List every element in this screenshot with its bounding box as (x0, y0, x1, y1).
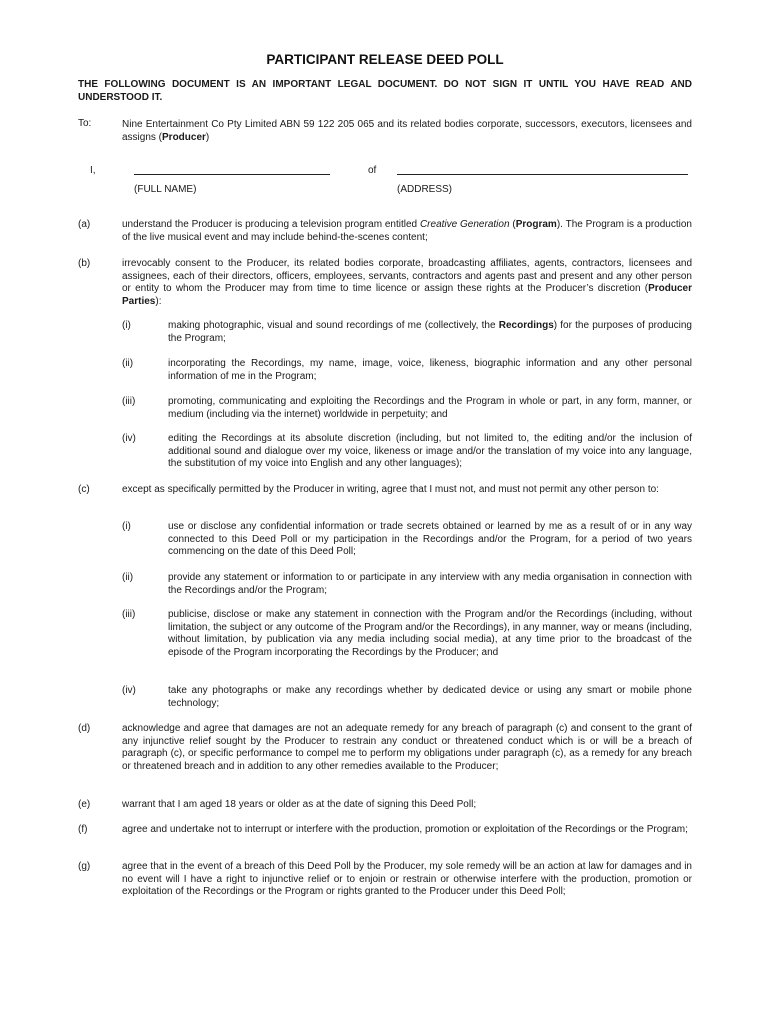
clause-c-iv-text: take any photographs or make any recordings whether by dedicated device or using any smart or mobile phone technology; (168, 685, 692, 709)
clause-d-label: (d) (78, 723, 91, 734)
clause-b-i-part-1: making photographic, visual and sound recordings of me (collectively, the (168, 320, 499, 331)
clause-e-label: (e) (78, 799, 91, 810)
clause-a-defined-term: Program (515, 219, 557, 230)
clause-b-part-1: irrevocably consent to the Producer, its related bodies corporate, broadcasting affiliates, agents, contractors, licensees and assignees, each of their directors, officers, employees, servants, contractors and agents past and present and any other person or entity to whom the Producer may from time to time licence or assign these rights at the Producer’s discretion ( (122, 258, 692, 295)
full-name-field[interactable] (134, 174, 330, 175)
of-label: of (368, 165, 377, 176)
clause-c-text: except as specifically permitted by the Producer in writing, agree that I must not, and must not permit any other person to: (122, 484, 659, 495)
clause-b-iii-label: (iii) (122, 396, 136, 407)
clause-b-ii-label: (ii) (122, 358, 134, 369)
clause-b-i-defined-term: Recordings (498, 320, 554, 331)
clause-b-iv-label: (iv) (122, 433, 136, 444)
clause-a-part-1: understand the Producer is producing a television program entitled (122, 219, 420, 230)
clause-b-ii-text: incorporating the Recordings, my name, image, voice, likeness, biographic information and any other personal information of me in the Program; (168, 358, 692, 382)
clause-b-iii-text: promoting, communicating and exploiting the Recordings and the Program in whole or part, in any form, manner, or medium (including via the internet) worldwide in perpetuity; and (168, 396, 692, 420)
clause-b-part-2: ): (155, 295, 162, 307)
clause-b-label: (b) (78, 258, 91, 269)
clause-b-i-label: (i) (122, 320, 131, 331)
clause-c-ii-text: provide any statement or information to or participate in any interview with any media organisation in connection with the Recordings and/or the Program; (168, 572, 692, 596)
clause-c-iii-label: (iii) (122, 609, 136, 620)
clause-a-label: (a) (78, 219, 91, 230)
clause-c-i-text: use or disclose any confidential information or trade secrets obtained or learned by me as a result of or in any way connected to this Deed Poll or my participation in the Recordings and/or the Program, for a period of two years commencing on the date of this Deed Poll; (168, 521, 692, 558)
clause-c-ii-label: (ii) (122, 572, 134, 583)
clause-g-text: agree that in the event of a breach of this Deed Poll by the Producer, my sole remedy will be an action at law for damages and in no event will I have a right to injunctive relief or to enjoin or restrain or otherwise interfere with the production, promotion or exploitation of the Recordings or the Program or rights granted to the Producer under this Deed Poll; (122, 861, 692, 898)
addressee-text-close: ) (205, 132, 210, 143)
program-title: Creative Generation (419, 219, 510, 230)
addressee-text-part: Nine Entertainment Co Pty Limited ABN 59 122 205 065 and its related bodies corporate, successors, executors, licensees and assigns ( (122, 119, 692, 143)
address-field[interactable] (397, 174, 688, 175)
clause-f-label: (f) (78, 824, 88, 835)
page-title: PARTICIPANT RELEASE DEED POLL (266, 52, 504, 67)
clause-b-i-part-2: ) for the purposes of producing the Program; (168, 320, 692, 344)
addressee-text (122, 118, 692, 144)
clause-f-text: agree and undertake not to interrupt or interfere with the production, promotion or exploitation of the Recordings or the Program; (122, 824, 688, 835)
clause-c-iv-label: (iv) (122, 685, 136, 696)
address-caption: (ADDRESS) (397, 184, 453, 195)
clause-b-defined-term: Producer Parties (122, 283, 692, 307)
clause-c-i-label: (i) (122, 521, 131, 532)
full-name-caption: (FULL NAME) (134, 184, 197, 195)
i-label: I, (90, 165, 96, 176)
clause-c-iii-text: publicise, disclose or make any statement in connection with the Program and/or the Recordings (including, without limitation, the subject or any outcome of the Program and/or the Recordings), in any manner, way or means (including, without limitation, by publication via any media including social media), at any time prior to the broadcast of the episode of the Program incorporating the Recordings by the Producer; and (168, 609, 692, 658)
clause-a-part-3: ). The Program is a production of the live musical event and may include behind-the-scenes content; (122, 219, 692, 243)
clause-d-text: acknowledge and agree that damages are not an adequate remedy for any breach of paragraph (c) and consent to the grant of any injunctive relief sought by the Producer to restrain any conduct or threatened conduct which is or will be a breach of paragraph (c), or specific performance to compel me to perform my obligations under paragraph (c), as a remedy for any breach or threatened breach and in addition to any other remedies available to the Producer; (122, 723, 692, 772)
clause-b-text (122, 258, 692, 308)
clause-c-label: (c) (78, 484, 90, 495)
clause-b-i-text (168, 320, 692, 345)
clause-a-text (122, 219, 692, 244)
addressee-label: To: (78, 118, 92, 129)
clause-a-part-2: ( (509, 219, 516, 230)
clause-b-iv-text: editing the Recordings at its absolute discretion (including, but not limited to, the editing and/or the inclusion of additional sound and dialogue over my voice, likeness or image and/or the translation of my voice into any language, the substitution of my voice into English and any other languages); (168, 433, 692, 470)
clause-g-label: (g) (78, 861, 91, 872)
warning-notice: THE FOLLOWING DOCUMENT IS AN IMPORTANT LEGAL DOCUMENT. DO NOT SIGN IT UNTIL YOU HAVE READ AND UNDERSTOOD IT. (78, 79, 692, 103)
clause-e-text: warrant that I am aged 18 years or older as at the date of signing this Deed Poll; (122, 799, 477, 810)
addressee-defined-term: Producer (162, 132, 206, 143)
